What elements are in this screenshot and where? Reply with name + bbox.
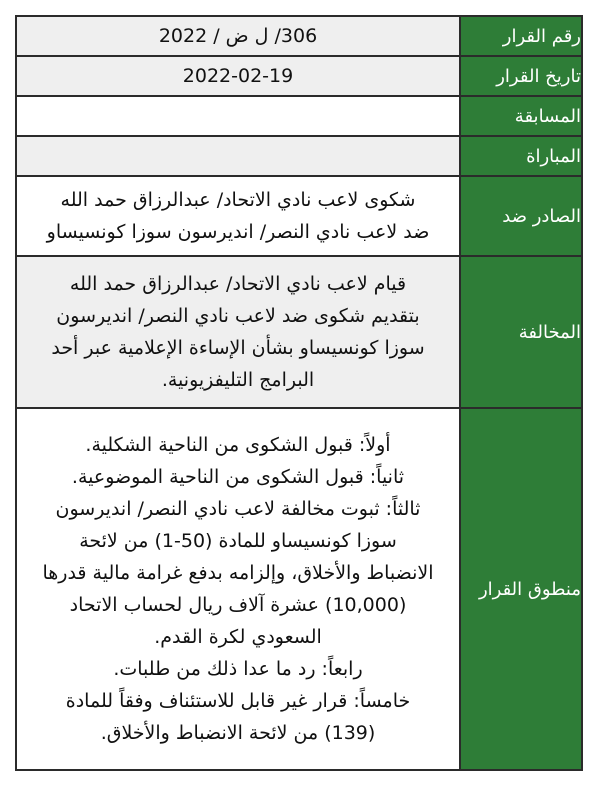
violation-line: قيام لاعب نادي الاتحاد/ عبدالرزاق حمد الله bbox=[69, 273, 407, 295]
decision-table bbox=[15, 15, 583, 771]
issued-against-line: شكوى لاعب نادي الاتحاد/ عبدالرزاق حمد الله bbox=[60, 189, 416, 211]
row-verdict bbox=[16, 408, 582, 770]
label-match: المباراة bbox=[460, 136, 582, 176]
label-verdict: منطوق القرار bbox=[460, 408, 582, 770]
violation-line: سوزا كونسيساو بشأن الإساءة الإعلامية عبر أحد bbox=[51, 337, 425, 359]
value-decision-date bbox=[16, 56, 460, 96]
row-match bbox=[16, 136, 582, 176]
verdict-line: رابعاً: رد ما عدا ذلك من طلبات. bbox=[113, 658, 363, 680]
row-competition bbox=[16, 96, 582, 136]
label-issued-against: الصادر ضد bbox=[460, 176, 582, 256]
violation-line: بتقديم شكوى ضد لاعب نادي النصر/ انديرسون bbox=[56, 305, 420, 327]
label-competition: المسابقة bbox=[460, 96, 582, 136]
value-competition bbox=[16, 96, 460, 136]
label-decision-number: رقم القرار bbox=[460, 16, 582, 56]
row-violation bbox=[16, 256, 582, 408]
value-decision-number bbox=[16, 16, 460, 56]
decision-number-text: 306/ ل ض / 2022 bbox=[158, 25, 318, 47]
label-violation: المخالفة bbox=[460, 256, 582, 408]
value-violation bbox=[16, 256, 460, 408]
issued-against-line: ضد لاعب نادي النصر/ انديرسون سوزا كونسيساو bbox=[46, 221, 430, 243]
verdict-line: أولاً: قبول الشكوى من الناحية الشكلية. bbox=[85, 434, 391, 456]
value-verdict bbox=[16, 408, 460, 770]
verdict-line: ثالثاً: ثبوت مخالفة لاعب نادي النصر/ انديرسون bbox=[55, 498, 421, 520]
verdict-line: (139) من لائحة الانضباط والأخلاق. bbox=[100, 722, 376, 744]
verdict-line: ثانياً: قبول الشكوى من الناحية الموضوعية. bbox=[71, 466, 405, 488]
row-decision-number bbox=[16, 16, 582, 56]
row-issued-against bbox=[16, 176, 582, 256]
label-decision-date: تاريخ القرار bbox=[460, 56, 582, 96]
row-decision-date bbox=[16, 56, 582, 96]
verdict-line: سوزا كونسيساو للمادة (50-1) من لائحة bbox=[79, 530, 397, 552]
value-match bbox=[16, 136, 460, 176]
violation-line: البرامج التليفزيونية. bbox=[161, 369, 315, 391]
decision-date-text: 2022-02-19 bbox=[182, 65, 294, 87]
verdict-line: السعودي لكرة القدم. bbox=[154, 626, 322, 648]
verdict-line: (10,000) عشرة آلاف ريال لحساب الاتحاد bbox=[69, 594, 407, 616]
verdict-line: خامساً: قرار غير قابل للاستئناف وفقاً للمادة bbox=[65, 690, 411, 712]
verdict-line: الانضباط والأخلاق، وإلزامه بدفع غرامة مالية قدرها bbox=[42, 562, 434, 584]
value-issued-against bbox=[16, 176, 460, 256]
